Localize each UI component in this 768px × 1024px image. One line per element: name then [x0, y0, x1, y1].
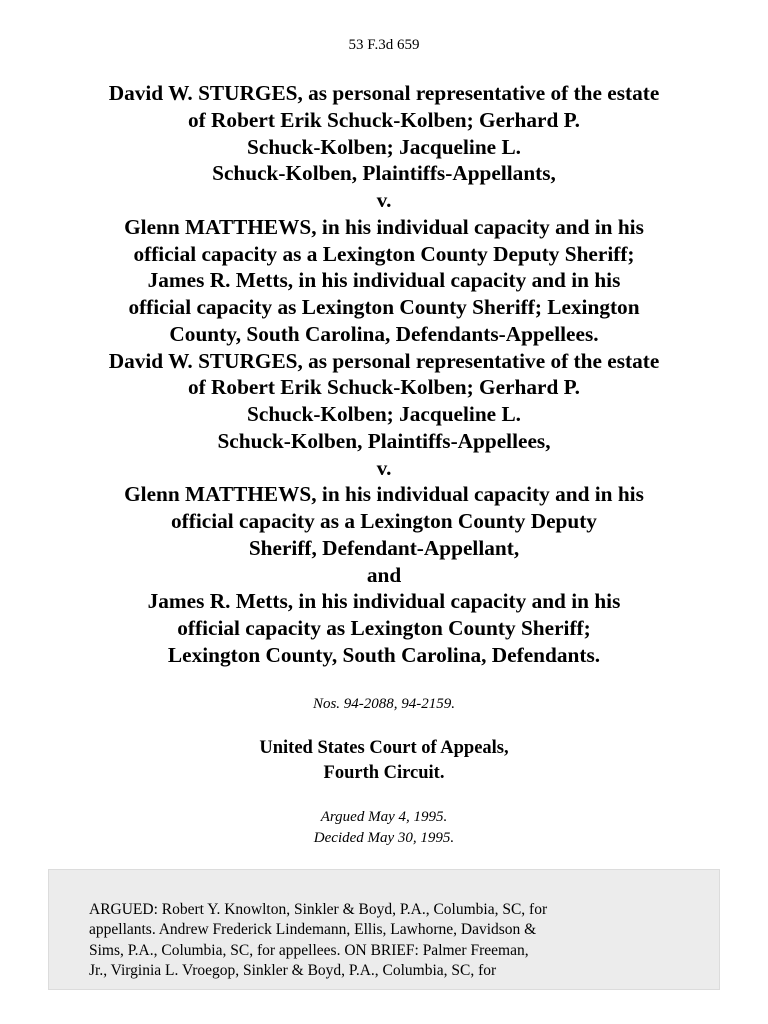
- caption-line: and: [366, 562, 402, 587]
- caption-line: Sheriff, Defendant-Appellant,: [248, 535, 520, 560]
- caption-line: official capacity as a Lexington County Deputy Sheriff;: [133, 241, 635, 266]
- counsel-line: Jr., Virginia L. Vroegop, Sinkler & Boyd, P.A., Columbia, SC, for: [89, 961, 497, 979]
- court-line-2: Fourth Circuit.: [323, 763, 445, 783]
- docket-numbers: Nos. 94-2088, 94-2159.: [312, 696, 456, 712]
- caption-line: Schuck-Kolben; Jacqueline L.: [247, 134, 521, 159]
- case-caption: [50, 80, 718, 669]
- caption-line: Glenn MATTHEWS, in his individual capacity and in his: [124, 482, 644, 507]
- caption-line: James R. Metts, in his individual capacity and in his: [147, 268, 621, 293]
- decided-date: Decided May 30, 1995.: [313, 829, 455, 846]
- caption-line: County, South Carolina, Defendants-Appellees.: [169, 321, 599, 346]
- caption-line: Schuck-Kolben, Plaintiffs-Appellants,: [212, 161, 556, 186]
- counsel-line: Sims, P.A., Columbia, SC, for appellees. ON BRIEF: Palmer Freeman,: [89, 941, 529, 959]
- argued-date: Argued May 4, 1995.: [320, 809, 448, 825]
- counsel-line: ARGUED: Robert Y. Knowlton, Sinkler & Boyd, P.A., Columbia, SC, for: [89, 901, 548, 918]
- caption-line: official capacity as a Lexington County Deputy: [171, 509, 597, 533]
- caption-line: of Robert Erik Schuck-Kolben; Gerhard P.: [187, 375, 581, 400]
- counsel-line: appellants. Andrew Frederick Lindemann, Ellis, Lawhorne, Davidson &: [89, 921, 537, 939]
- caption-line: James R. Metts, in his individual capacity and in his: [147, 589, 621, 614]
- caption-line: Lexington County, South Carolina, Defendants.: [167, 642, 601, 667]
- court-line-1: United States Court of Appeals,: [259, 738, 509, 758]
- caption-line: Glenn MATTHEWS, in his individual capacity and in his: [124, 214, 644, 239]
- court-name: [0, 736, 768, 786]
- caption-line: official capacity as Lexington County Sheriff; Lexington: [128, 295, 640, 319]
- case-dates: [0, 807, 768, 848]
- caption-line: David W. STURGES, as personal representative of the estate: [108, 81, 660, 105]
- caption-line: of Robert Erik Schuck-Kolben; Gerhard P.: [187, 107, 581, 132]
- counsel-text: [89, 900, 699, 981]
- caption-line: Schuck-Kolben, Plaintiffs-Appellees,: [217, 428, 551, 453]
- caption-line: v.: [376, 455, 392, 480]
- caption-line: official capacity as Lexington County Sheriff;: [177, 616, 591, 640]
- caption-line: David W. STURGES, as personal representative of the estate: [108, 348, 660, 373]
- caption-line: Schuck-Kolben; Jacqueline L.: [247, 402, 521, 426]
- caption-line: v.: [376, 188, 392, 212]
- counsel-panel: [48, 869, 720, 990]
- citation: 53 F.3d 659: [348, 37, 420, 53]
